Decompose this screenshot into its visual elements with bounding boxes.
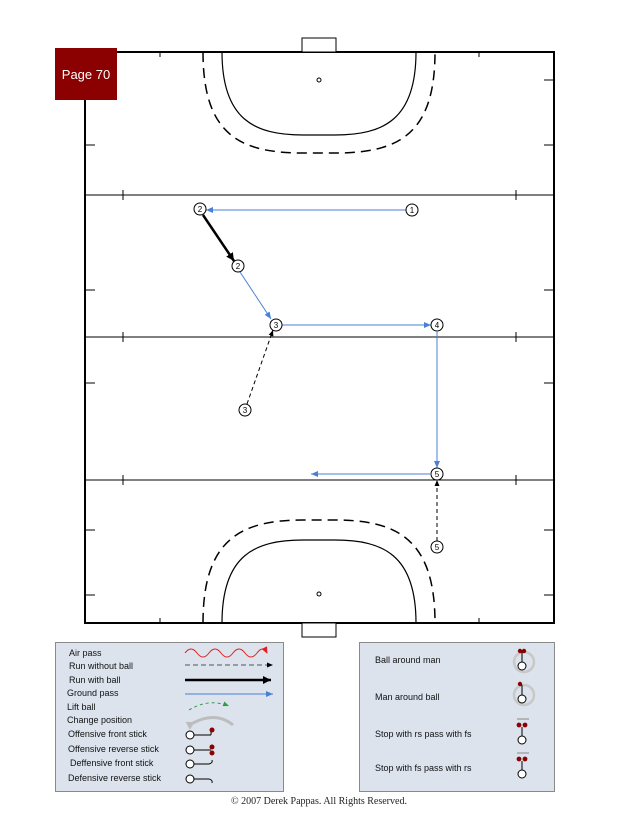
legend-label-air-pass: Air pass <box>69 648 102 658</box>
legend-right <box>359 642 555 792</box>
legend-label-defensive-reverse-stick: Defensive reverse stick <box>68 773 162 783</box>
page-badge <box>55 48 117 100</box>
run-with-ball-2 <box>203 215 234 261</box>
change-position-arc-icon <box>193 717 233 725</box>
player-5b <box>431 541 443 553</box>
run-3 <box>247 330 273 404</box>
player-4-number: 4 <box>434 321 440 330</box>
player-5a <box>431 468 443 480</box>
defensive-front-stick-icon <box>186 760 212 768</box>
player-1-number: 1 <box>409 206 415 215</box>
player-4 <box>431 319 443 331</box>
player-3a <box>270 319 282 331</box>
player-2b <box>232 260 244 272</box>
player-5b-number: 5 <box>434 543 440 552</box>
player-3b <box>239 404 251 416</box>
legend-label-man-around-ball: Man around ball <box>375 692 440 702</box>
stop-rs-pass-fs-icon <box>517 719 529 744</box>
legend-label-offensive-front-stick: Offensive front stick <box>68 729 147 739</box>
goal-top <box>302 38 336 52</box>
goal-bottom <box>302 623 336 637</box>
shooting-circle-bottom <box>222 540 416 623</box>
air-pass-wave-icon <box>185 649 267 657</box>
player-3b-number: 3 <box>242 406 248 415</box>
legend-symbols <box>181 643 281 793</box>
lift-ball-arc-icon <box>189 703 229 710</box>
penalty-spot-top <box>317 78 321 82</box>
shooting-circle-top <box>222 52 416 135</box>
page-label: Page 70 <box>61 66 111 82</box>
player-2b-number: 2 <box>235 262 241 271</box>
legend-label-offensive-reverse-stick: Offensive reverse stick <box>68 744 159 754</box>
dashed-circle-bottom <box>203 520 435 623</box>
player-5a-number: 5 <box>434 470 440 479</box>
player-1 <box>406 204 418 216</box>
offensive-reverse-stick-icon <box>186 745 215 756</box>
legend-label-ground-pass: Ground pass <box>67 688 119 698</box>
legend-label-change-position: Change position <box>67 715 133 725</box>
pass-2-to-3 <box>240 272 271 319</box>
legend-label-deffensive-front-stick: Deffensive front stick <box>70 758 154 768</box>
legend-label-ball-around-man: Ball around man <box>375 655 441 665</box>
player-3a-number: 3 <box>273 321 279 330</box>
legend-label-stop-fs-pass-rs: Stop with fs pass with rs <box>375 763 472 773</box>
stop-fs-pass-rs-icon <box>517 753 529 778</box>
player-2a <box>194 203 206 215</box>
offensive-front-stick-icon <box>186 728 215 740</box>
man-around-ball-icon <box>514 682 534 705</box>
legend-left <box>55 642 284 792</box>
copyright-notice: © 2007 Derek Pappas. All Rights Reserved. <box>231 796 407 807</box>
defensive-reverse-stick-icon <box>186 775 212 783</box>
legend-label-run-with-ball: Run with ball <box>69 675 121 685</box>
legend-label-lift-ball: Lift ball <box>67 702 96 712</box>
dashed-circle-top <box>203 52 435 153</box>
legend-label-run-without-ball: Run without ball <box>69 661 134 671</box>
penalty-spot-bottom <box>317 592 321 596</box>
legend-label-stop-rs-pass-fs: Stop with rs pass with fs <box>375 729 472 739</box>
player-2a-number: 2 <box>197 205 203 214</box>
ball-around-man-icon <box>514 649 534 672</box>
legend-right-symbols <box>505 643 550 793</box>
